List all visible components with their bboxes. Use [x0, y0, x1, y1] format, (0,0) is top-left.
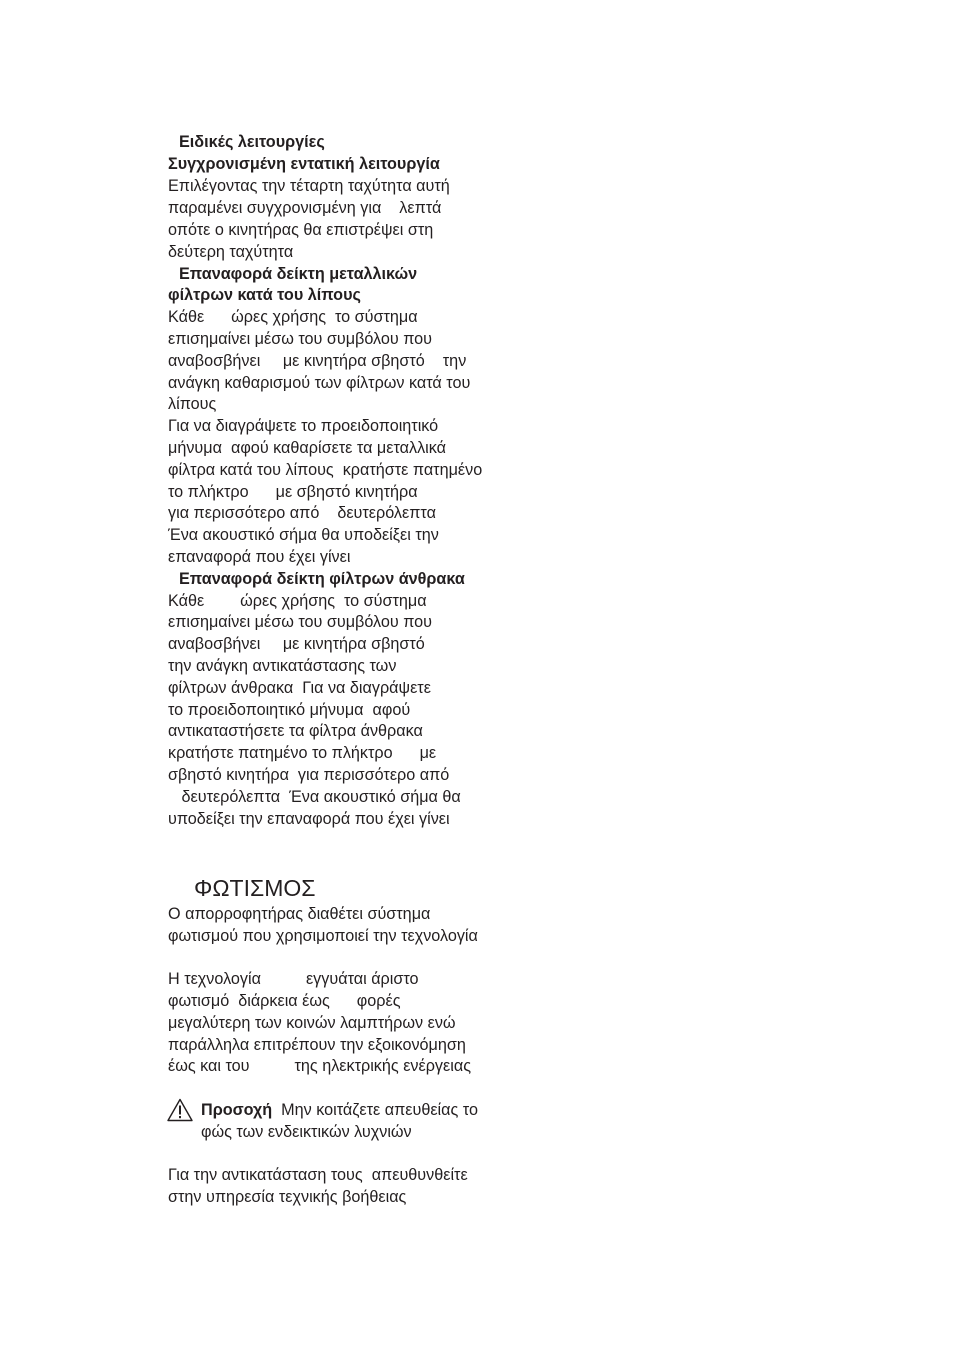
lighting-intro-line-1: Ο απορροφητήρας διαθέτει σύστημα: [168, 905, 431, 923]
carbon-filter-line-6: το προειδοποιητικό μήνυμα αφού: [168, 701, 411, 719]
metal-filter-line-10: για περισσότερο από δευτερόλεπτα: [168, 504, 436, 522]
metal-filter-title-2: φίλτρων κατά του λίπους: [168, 286, 361, 304]
special-functions-title: Ειδικές λειτουργίες: [179, 133, 325, 151]
carbon-filter-line-7: αντικαταστήσετε τα φίλτρα άνθρακα: [168, 722, 423, 740]
carbon-filter-line-11: υποδείξει την επαναφορά που έχει γίνει: [168, 810, 450, 828]
sync-line-2: παραμένει συγχρονισμένη για λεπτά: [168, 199, 442, 217]
metal-filter-line-12: επαναφορά που έχει γίνει: [168, 548, 351, 566]
carbon-filter-line-5: φίλτρων άνθρακα Για να διαγράψετε: [168, 679, 431, 697]
lighting-heading: ΦΩΤΙΣΜΟΣ: [194, 875, 316, 901]
carbon-filter-title: Επαναφορά δείκτη φίλτρων άνθρακα: [179, 570, 465, 588]
metal-filter-title-1: Επαναφορά δείκτη μεταλλικών: [179, 265, 418, 283]
sync-line-3: οπότε ο κινητήρας θα επιστρέψει στη: [168, 221, 434, 239]
carbon-filter-line-9: σβηστό κινητήρα για περισσότερο από: [168, 766, 450, 784]
carbon-filter-line-1: Κάθε ώρες χρήσης το σύστημα: [168, 592, 427, 610]
lighting-tech-line-2: φωτισμό διάρκεια έως φορές: [168, 992, 401, 1010]
warning-text-first: Μην κοιτάζετε απευθείας το: [272, 1101, 478, 1119]
warning-line-2: φώς των ενδεικτικών λυχνιών: [201, 1123, 412, 1141]
carbon-filter-line-3: αναβοσβήνει με κινητήρα σβηστό: [168, 635, 425, 653]
warning-line-1: [201, 1100, 478, 1120]
lighting-intro-line-2: φωτισμού που χρησιμοποιεί την τεχνολογία: [168, 927, 478, 945]
metal-filter-line-1: Κάθε ώρες χρήσης το σύστημα: [168, 308, 418, 326]
lighting-tech-line-5: έως και του της ηλεκτρικής ενέργειας: [168, 1057, 471, 1075]
metal-filter-line-9: το πλήκτρο με σβηστό κινητήρα: [168, 483, 418, 501]
sync-line-1: Επιλέγοντας την τέταρτη ταχύτητα αυτή: [168, 177, 450, 195]
warning-triangle-icon: [167, 1098, 193, 1122]
replacement-line-2: στην υπηρεσία τεχνικής βοήθειας: [168, 1188, 407, 1206]
carbon-filter-line-2: επισημαίνει μέσω του συμβόλου που: [168, 613, 433, 631]
carbon-filter-line-8: κρατήστε πατημένο το πλήκτρο με: [168, 744, 437, 762]
warning-label: Προσοχή: [201, 1101, 273, 1119]
metal-filter-line-8: φίλτρα κατά του λίπους κρατήστε πατημένο: [168, 461, 483, 479]
lighting-tech-line-1: Η τεχνολογία εγγυάται άριστο: [168, 970, 419, 988]
sync-line-4: δεύτερη ταχύτητα: [168, 243, 294, 261]
replacement-line-1: Για την αντικατάσταση τους απευθυνθείτε: [168, 1166, 468, 1184]
metal-filter-line-11: Ένα ακουστικό σήμα θα υποδείξει την: [168, 526, 439, 544]
carbon-filter-line-4: την ανάγκη αντικατάστασης των: [168, 657, 397, 675]
sync-title: Συγχρονισμένη εντατική λειτουργία: [168, 155, 440, 173]
lighting-tech-line-4: παράλληλα επιτρέπουν την εξοικονόμηση: [168, 1036, 466, 1054]
metal-filter-line-5: λίπους: [168, 395, 217, 413]
metal-filter-line-3: αναβοσβήνει με κινητήρα σβηστό την: [168, 352, 467, 370]
metal-filter-line-7: μήνυμα αφού καθαρίσετε τα μεταλλικά: [168, 439, 447, 457]
metal-filter-line-2: επισημαίνει μέσω του συμβόλου που: [168, 330, 433, 348]
lighting-tech-line-3: μεγαλύτερη των κοινών λαμπτήρων ενώ: [168, 1014, 456, 1032]
metal-filter-line-6: Για να διαγράψετε το προειδοποιητικό: [168, 417, 439, 435]
metal-filter-line-4: ανάγκη καθαρισμού των φίλτρων κατά του: [168, 374, 471, 392]
carbon-filter-line-10: δευτερόλεπτα Ένα ακουστικό σήμα θα: [168, 788, 461, 806]
